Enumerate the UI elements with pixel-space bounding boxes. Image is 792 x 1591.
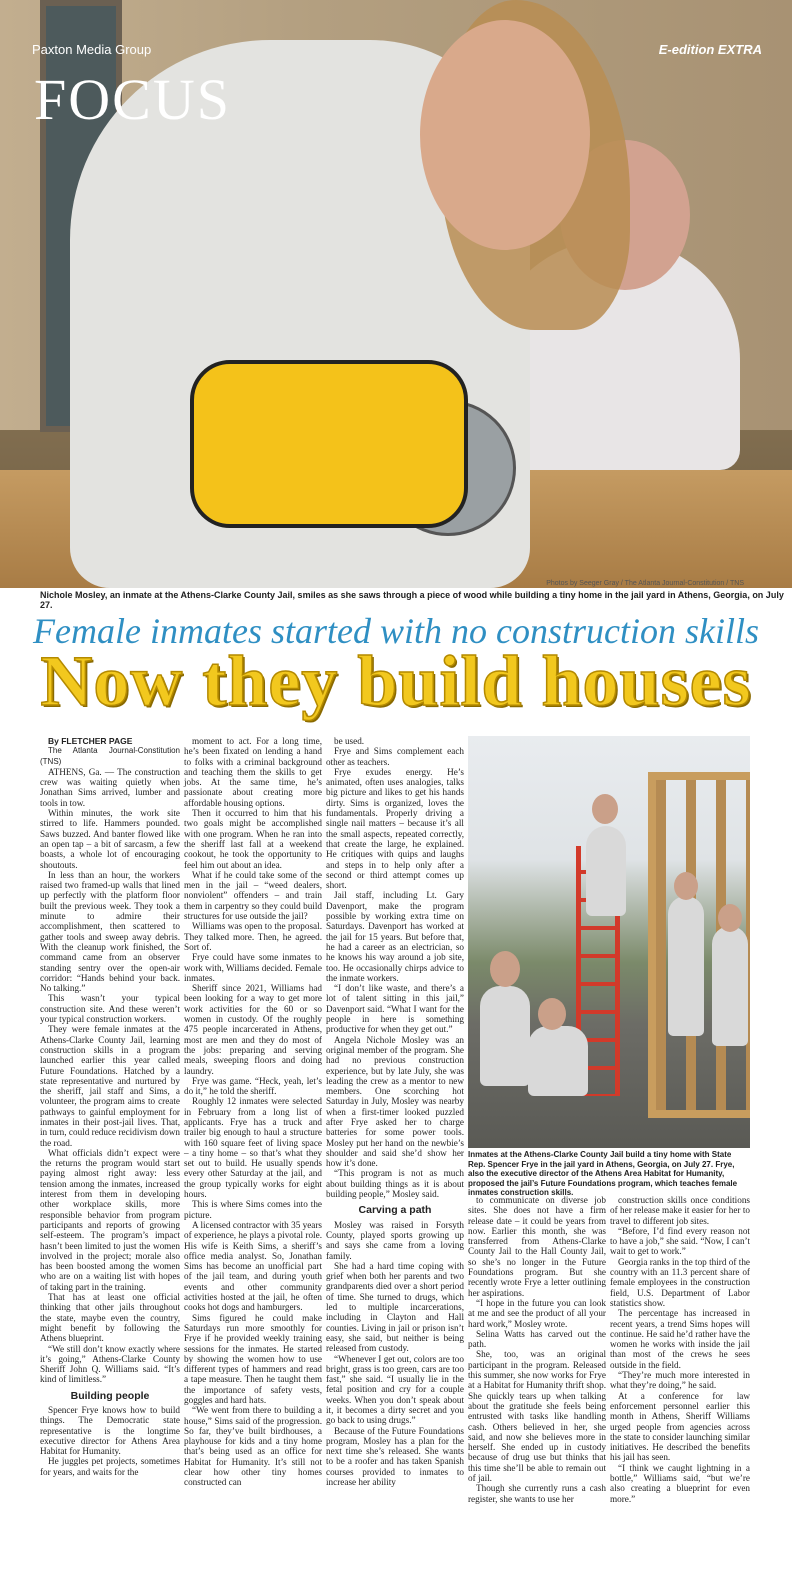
column-1 xyxy=(40,736,180,1477)
photo-credit: Photos by Seeger Gray / The Atlanta Journal-Constitution / TNS xyxy=(546,580,744,587)
worker-head xyxy=(674,872,698,900)
paragraph: Because of the Future Foundations program, Mosley has a plan for the next time she’s released. She wants to be a roofer and has taken Spanish courses provided to inmates to increase her ability xyxy=(326,1425,464,1488)
column-5-body xyxy=(610,1195,750,1504)
paragraph: They were female inmates at the Athens-Clarke County Jail, learning construction skills in a program launched earlier this year called Future Foundations. Hatched by a state representative and nurtured by the sheriff, jail staff and Sims, a volunteer, the program aims to create pathways to gainful employment for inmates in their post-jail lives. That, in turn, could reduce recidivism down the road. xyxy=(40,1024,180,1148)
paragraph: He juggles pet projects, sometimes for years, and waits for the xyxy=(40,1456,180,1477)
construction-photo-caption: Inmates at the Athens-Clarke County Jail build a tiny home with State Rep. Spencer Frye in the jail yard in Athens, Georgia, on July 27. Frye, also the executive director of the Athens Area Habitat for Humanity, proposed the jail’s Future Foundations program, which teaches female inmates construction skills. xyxy=(468,1150,738,1197)
section-subhead-building-people: Building people xyxy=(70,1389,150,1402)
column-5 xyxy=(610,1195,750,1504)
circular-saw xyxy=(190,360,468,528)
worker-head xyxy=(592,794,618,824)
paragraph: “I think we caught lightning in a bottle,” Williams said, “but we’re also creating a blueprint for even more.” xyxy=(610,1462,750,1504)
paragraph: to communicate on diverse job sites. She does not have a firm release date – it could be years from now. Earlier this month, she was transferred from Athens-Clarke County Jail to the Hall County Jail, so she’s no longer in the Future Foundations program. But she recently wrote Frye a letter outlining her aspirations. xyxy=(468,1195,606,1298)
section-title: FOCUS xyxy=(34,67,231,132)
paragraph: At a conference for law enforcement personnel earlier this month in Athens, Sheriff Williams urged people from agencies across the state to consider launching similar initiatives. He described the benefits his jail has seen. xyxy=(610,1390,750,1463)
paragraph: Frye and Sims complement each other as teachers. xyxy=(326,746,464,767)
worker-figure xyxy=(668,896,704,1036)
paragraph: “They’re much more interested in what they’re doing,” he said. xyxy=(610,1370,750,1391)
subheadline: Female inmates started with no construction skills xyxy=(33,611,759,651)
column-2 xyxy=(184,736,322,1488)
paragraph: That has at least one official thinking that other jails throughout the state, maybe even the country, might benefit by following the Athens blueprint. xyxy=(40,1292,180,1344)
byline: By FLETCHER PAGE xyxy=(48,736,133,746)
paragraph: be used. xyxy=(334,736,365,746)
worker-figure xyxy=(586,826,626,916)
paragraph: moment to act. For a long time, he’s been fixated on lending a hand to folks with a criminal background and teaching them the skills to get jobs. At the same time, he’s passionate about creating more affordable housing options. xyxy=(184,736,322,808)
paragraph: “Whenever I get out, colors are too bright, grass is too green, cars are too fast,” she said. “I usually lie in the fetal position and cry for a couple weeks. When you don’t speak about it, it becomes a dirty secret and you go back to using drugs.” xyxy=(326,1353,464,1426)
worker-figure xyxy=(480,986,530,1086)
paragraph: construction skills once conditions of her release make it easier for her to travel to different job sites. xyxy=(610,1195,750,1226)
paragraph: A licensed contractor with 35 years of experience, he plays a pivotal role. His wife is Keith Sims, a sheriff’s office media analyst. So, Jonathan Sims has become an unofficial part of the jail team, and during youth events and other community activities hosted at the jail, he often cooks hot dogs and hamburgers. xyxy=(184,1219,322,1313)
column-1-body xyxy=(40,767,180,1385)
worker-head xyxy=(490,951,520,987)
paragraph: She, too, was an original participant in the program. Released this summer, she now works for Frye at a Habitat for Humanity thrift shop. She quickly tears up when talking about the gratitude she feels being entrusted with tasks like handling cash. Others believed in her, she said, and now she believes more in herself. She ended up in custody because of drug use but thinks that this time she’ll be able to remain out of jail. xyxy=(468,1349,606,1484)
column-2-body xyxy=(184,736,322,1488)
paragraph: What if he could take some of the men in the jail – “weed dealers, nonviolent” offenders – and train them in carpentry so they could build structures for use outside the jail? xyxy=(184,869,322,922)
paragraph: ATHENS, Ga. — The construction crew was waiting quietly when Jonathan Sims arrived, lumber and tools in tow. xyxy=(40,766,180,808)
paragraph: This wasn’t your typical construction site. And these weren’t your typical construction workers. xyxy=(40,993,180,1025)
paragraph: The percentage has increased in recent years, a trend Sims hopes will continue. He said he’d rather have the women he works with inside the jail than most of the crews he sees outside in the field. xyxy=(610,1308,750,1370)
worker-figure xyxy=(528,1026,588,1096)
headline: Now they build houses xyxy=(40,641,752,721)
paragraph: Within minutes, the work site stirred to life. Hammers pounded. Saws buzzed. And banter flowed like an open tap – a bit of sarcasm, a few boasts, a whole lot of encouraging shoutouts. xyxy=(40,808,180,870)
paragraph: Selina Watts has carved out the path. xyxy=(468,1328,606,1350)
paragraph: “We still don’t know exactly where it’s going,” Athens-Clarke County Sheriff John Q. Williams said. “It’s kind of limitless.” xyxy=(40,1343,180,1385)
hero-caption: Nichole Mosley, an inmate at the Athens-Clarke County Jail, smiles as she saws through a piece of wood while building a tiny home in the jail yard in Athens, Georgia, on July 27. xyxy=(40,590,784,610)
column-3-body xyxy=(326,736,464,1199)
paragraph: She had a hard time coping with grief when both her parents and two grandparents died over a short period of time. She turned to drugs, which led to multiple incarcerations, including in Clayton and Hall counties. Living in jail or prison isn’t easy, she said, but neither is being released from custody. xyxy=(326,1260,464,1354)
paragraph: This is where Sims comes into the picture. xyxy=(184,1199,322,1220)
paragraph: Roughly 12 inmates were selected in February from a long list of applicants. Frye has a truck and trailer big enough to haul a structure with 160 square feet of living space – a tiny home – so that’s what they set out to build. He usually spends every other Saturday at the jail, and the group typically works for eight hours. xyxy=(184,1096,322,1200)
column-4-body xyxy=(468,1195,606,1504)
paragraph: “This program is not as much about building things as it is about building people,” Mosley said. xyxy=(326,1168,464,1200)
paragraph: Williams was open to the proposal. They talked more. Then, he agreed. Sort of. xyxy=(184,921,322,952)
paragraph: Mosley was raised in Forsyth County, played sports growing up and says she came from a loving family. xyxy=(326,1219,464,1261)
worker-figure xyxy=(712,926,748,1046)
edition-label: E-edition EXTRA xyxy=(658,42,762,57)
column-4 xyxy=(468,1195,606,1504)
paragraph: Frye exudes energy. He’s animated, often uses analogies, talks big picture and likes to get his hands dirty. Sims is organized, loves the fundamentals. Properly driving a single nail matters – because it’s all the small aspects, repeated correctly, that create the large, he explained. He critiques with quips and laughs and steps in to help only after a second or third attempt comes up short. xyxy=(326,766,464,891)
column-3 xyxy=(326,736,464,1487)
paragraph: Sims figured he could make Saturdays run more smoothly for Frye if he provided weekly training sessions for the inmates. He started by showing the women how to use different types of hammers and read a tape measure. Then he taught them the importance of safety vests, goggles and hard hats. xyxy=(184,1312,322,1405)
paragraph: Jail staff, including Lt. Gary Davenport, make the program possible by working extra time on Saturdays. Davenport has worked at the jail for 15 years. But before that, he had a career as an electrician, so he knows his way around a job site, too. He occasionally chirps advice to the inmate workers. xyxy=(326,890,464,983)
paragraph: Sheriff since 2021, Williams had been looking for a way to get more work activities for the 60 or so women in custody. Of the roughly 475 people incarcerated in Athens, most are men and they do most of the jobs: preparing and serving meals, sweeping floors and doing laundry. xyxy=(184,983,322,1076)
paragraph: What officials didn’t expect were the returns the program would start paying almost right away: less tension among the inmates, increased interest from them in developing other workplace skills, more responsible behavior from program participants and reports of growing self-esteem. The program’s impact hasn’t been limited to just the women involved in the project; morale also has been boosted among the women who are on a waiting list with hopes of taking part in the training. xyxy=(40,1147,180,1292)
paragraph: Then it occurred to him that his two goals might be accomplished with one program. When he ran into the sheriff last fall at a weekend cookout, he took the opportunity to feel him out about an idea. xyxy=(184,808,322,870)
paragraph: “Before, I’d find every reason not to have a job,” she said. “Now, I can’t wait to get to work.” xyxy=(610,1225,750,1257)
worker-head xyxy=(538,998,566,1030)
hero-worker-head xyxy=(420,20,590,250)
paragraph: Frye could have some inmates to work with, Williams decided. Female inmates. xyxy=(184,952,322,983)
paragraph: Though she currently runs a cash register, she wants to use her xyxy=(468,1483,606,1504)
paragraph: “We went from there to building a house,” Sims said of the progression. So far, they’ve built birdhouses, a playhouse for kids and a tiny home that’s being used as an office for Habitat for Humanity. It’s still not clear how other tiny homes constructed can xyxy=(184,1405,322,1488)
publisher: Paxton Media Group xyxy=(32,42,152,57)
paragraph: Georgia ranks in the top third of the country with an 11.3 percent share of female employees in the construction field, U.S. Department of Labor statistics show. xyxy=(610,1256,750,1308)
paragraph: Angela Nichole Mosley was an original member of the program. She had no previous construction experience, but by late July, she was leading the crew as a mentor to new members. One scorching hot Saturday in July, Mosley was nearby when a first-timer looked puzzled after Frye asked her to charge batteries for some power tools. Mosley put her hand on the newbie’s shoulder and said she’d show her how it’s done. xyxy=(326,1034,464,1169)
paragraph: In less than an hour, the workers raised two framed-up walls that lined up perfectly with the platform floor built the previous week. They took a minute to admire their accomplishment, then scattered to gather tools and sweep away debris. With the cleanup work finished, the command came from an observer standing sentry over the open-air corridor: “Hands behind your back. No talking.” xyxy=(40,869,180,994)
paragraph: “I hope in the future you can look at me and see the product of all your hard work,” Mosley wrote. xyxy=(468,1297,606,1329)
paragraph: “I don’t like waste, and there’s a lot of talent sitting in this jail,” Davenport said. “What I want for the people in here is something productive for when they get out.” xyxy=(326,983,464,1035)
section-subhead-carving-a-path: Carving a path xyxy=(358,1204,432,1217)
column-3-body-b xyxy=(326,1220,464,1488)
worker-head xyxy=(718,904,742,932)
construction-photo xyxy=(468,736,750,1148)
column-1-body-b xyxy=(40,1405,180,1477)
byline-affiliation: The Atlanta Journal-Constitution (TNS) xyxy=(40,746,180,766)
paragraph: Frye was game. “Heck, yeah, let’s do it,” he told the sheriff. xyxy=(184,1075,322,1097)
paragraph: Spencer Frye knows how to build things. The Democratic state representative is the longtime executive director for Athens Area Habitat for Humanity. xyxy=(40,1405,180,1457)
